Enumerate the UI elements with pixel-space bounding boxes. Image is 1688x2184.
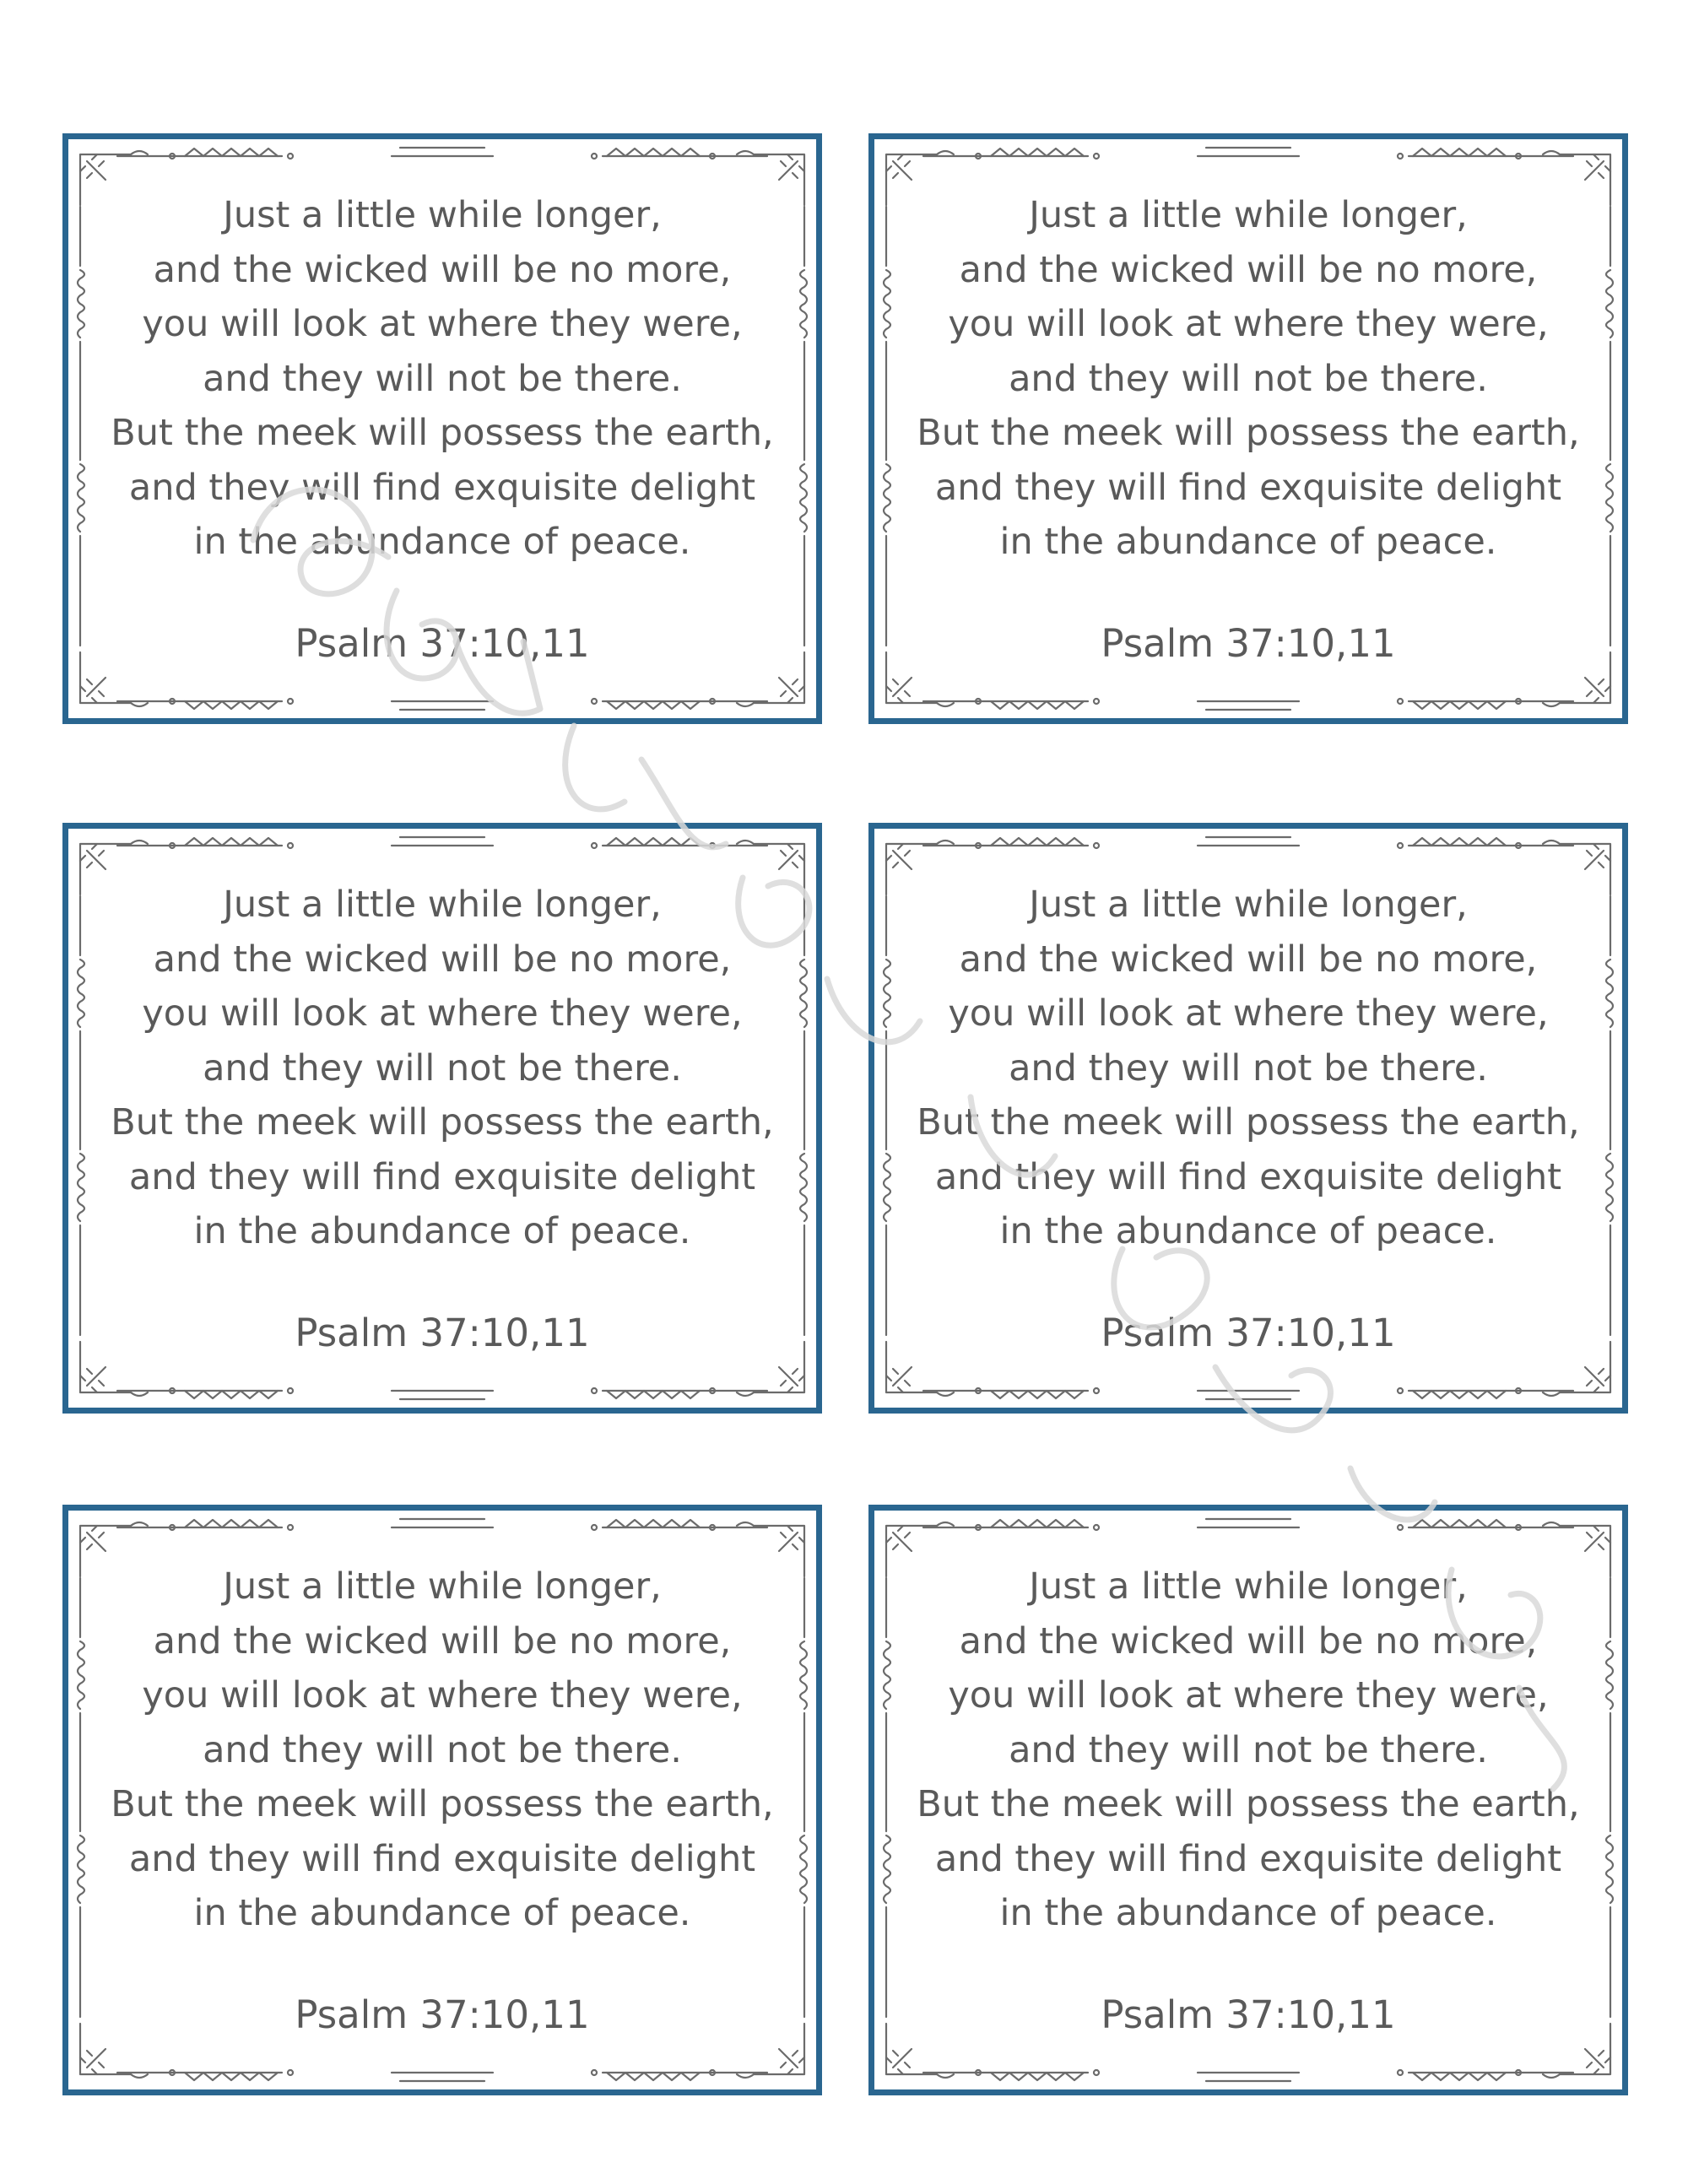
verse-line: and they will not be there. <box>203 1728 682 1771</box>
verse-card <box>868 1505 1628 2095</box>
verse-line: But the meek will possess the earth, <box>111 1783 774 1825</box>
verse-line: Just a little while longer, <box>1029 1565 1468 1608</box>
verse-line: and they will find exquisite delight <box>128 1837 756 1880</box>
verse-line: Just a little while longer, <box>223 884 662 926</box>
verse-reference: Psalm 37:10,11 <box>1101 621 1396 666</box>
verse-text <box>68 878 816 1259</box>
verse-text <box>874 1560 1622 1941</box>
verse-line: But the meek will possess the earth, <box>111 1101 774 1143</box>
verse-line: in the abundance of peace. <box>999 521 1497 563</box>
verse-line: and the wicked will be no more, <box>959 938 1538 981</box>
verse-line: But the meek will possess the earth, <box>111 412 774 454</box>
verse-text <box>874 188 1622 570</box>
verse-line: in the abundance of peace. <box>193 1210 691 1252</box>
verse-line: and they will not be there. <box>1009 357 1488 400</box>
verse-line: Just a little while longer, <box>1029 194 1468 236</box>
verse-line: But the meek will possess the earth, <box>917 412 1580 454</box>
verse-line: and the wicked will be no more, <box>153 248 732 291</box>
verse-line: and they will not be there. <box>1009 1728 1488 1771</box>
verse-line: in the abundance of peace. <box>999 1892 1497 1934</box>
verse-line: and the wicked will be no more, <box>959 248 1538 291</box>
verse-line: in the abundance of peace. <box>193 1892 691 1934</box>
verse-text <box>874 878 1622 1259</box>
verse-reference: Psalm 37:10,11 <box>1101 1311 1396 1355</box>
verse-line: Just a little while longer, <box>223 1565 662 1608</box>
verse-card <box>62 133 822 724</box>
verse-reference: Psalm 37:10,11 <box>295 621 590 666</box>
verse-line: and they will not be there. <box>1009 1046 1488 1089</box>
verse-reference: Psalm 37:10,11 <box>1101 1992 1396 2037</box>
verse-line: Just a little while longer, <box>1029 884 1468 926</box>
verse-line: Just a little while longer, <box>223 194 662 236</box>
verse-line: and the wicked will be no more, <box>153 1619 732 1662</box>
verse-card <box>868 133 1628 724</box>
verse-line: you will look at where they were, <box>142 992 743 1035</box>
verse-text <box>68 1560 816 1941</box>
verse-line: and they will find exquisite delight <box>934 1837 1562 1880</box>
verse-line: and they will not be there. <box>203 1046 682 1089</box>
verse-text <box>68 188 816 570</box>
verse-line: you will look at where they were, <box>948 303 1549 345</box>
verse-line: and the wicked will be no more, <box>153 938 732 981</box>
verse-card <box>868 823 1628 1414</box>
verse-line: you will look at where they were, <box>142 1674 743 1716</box>
verse-line: and they will find exquisite delight <box>128 466 756 509</box>
verse-line: and they will find exquisite delight <box>934 1155 1562 1198</box>
verse-card <box>62 823 822 1414</box>
verse-line: and the wicked will be no more, <box>959 1619 1538 1662</box>
verse-line: you will look at where they were, <box>142 303 743 345</box>
verse-line: you will look at where they were, <box>948 992 1549 1035</box>
verse-line: But the meek will possess the earth, <box>917 1783 1580 1825</box>
verse-line: and they will find exquisite delight <box>934 466 1562 509</box>
verse-line: and they will not be there. <box>203 357 682 400</box>
verse-line: you will look at where they were, <box>948 1674 1549 1716</box>
verse-reference: Psalm 37:10,11 <box>295 1992 590 2037</box>
verse-line: in the abundance of peace. <box>999 1210 1497 1252</box>
verse-card <box>62 1505 822 2095</box>
verse-reference: Psalm 37:10,11 <box>295 1311 590 1355</box>
verse-line: and they will find exquisite delight <box>128 1155 756 1198</box>
verse-line: in the abundance of peace. <box>193 521 691 563</box>
verse-line: But the meek will possess the earth, <box>917 1101 1580 1143</box>
